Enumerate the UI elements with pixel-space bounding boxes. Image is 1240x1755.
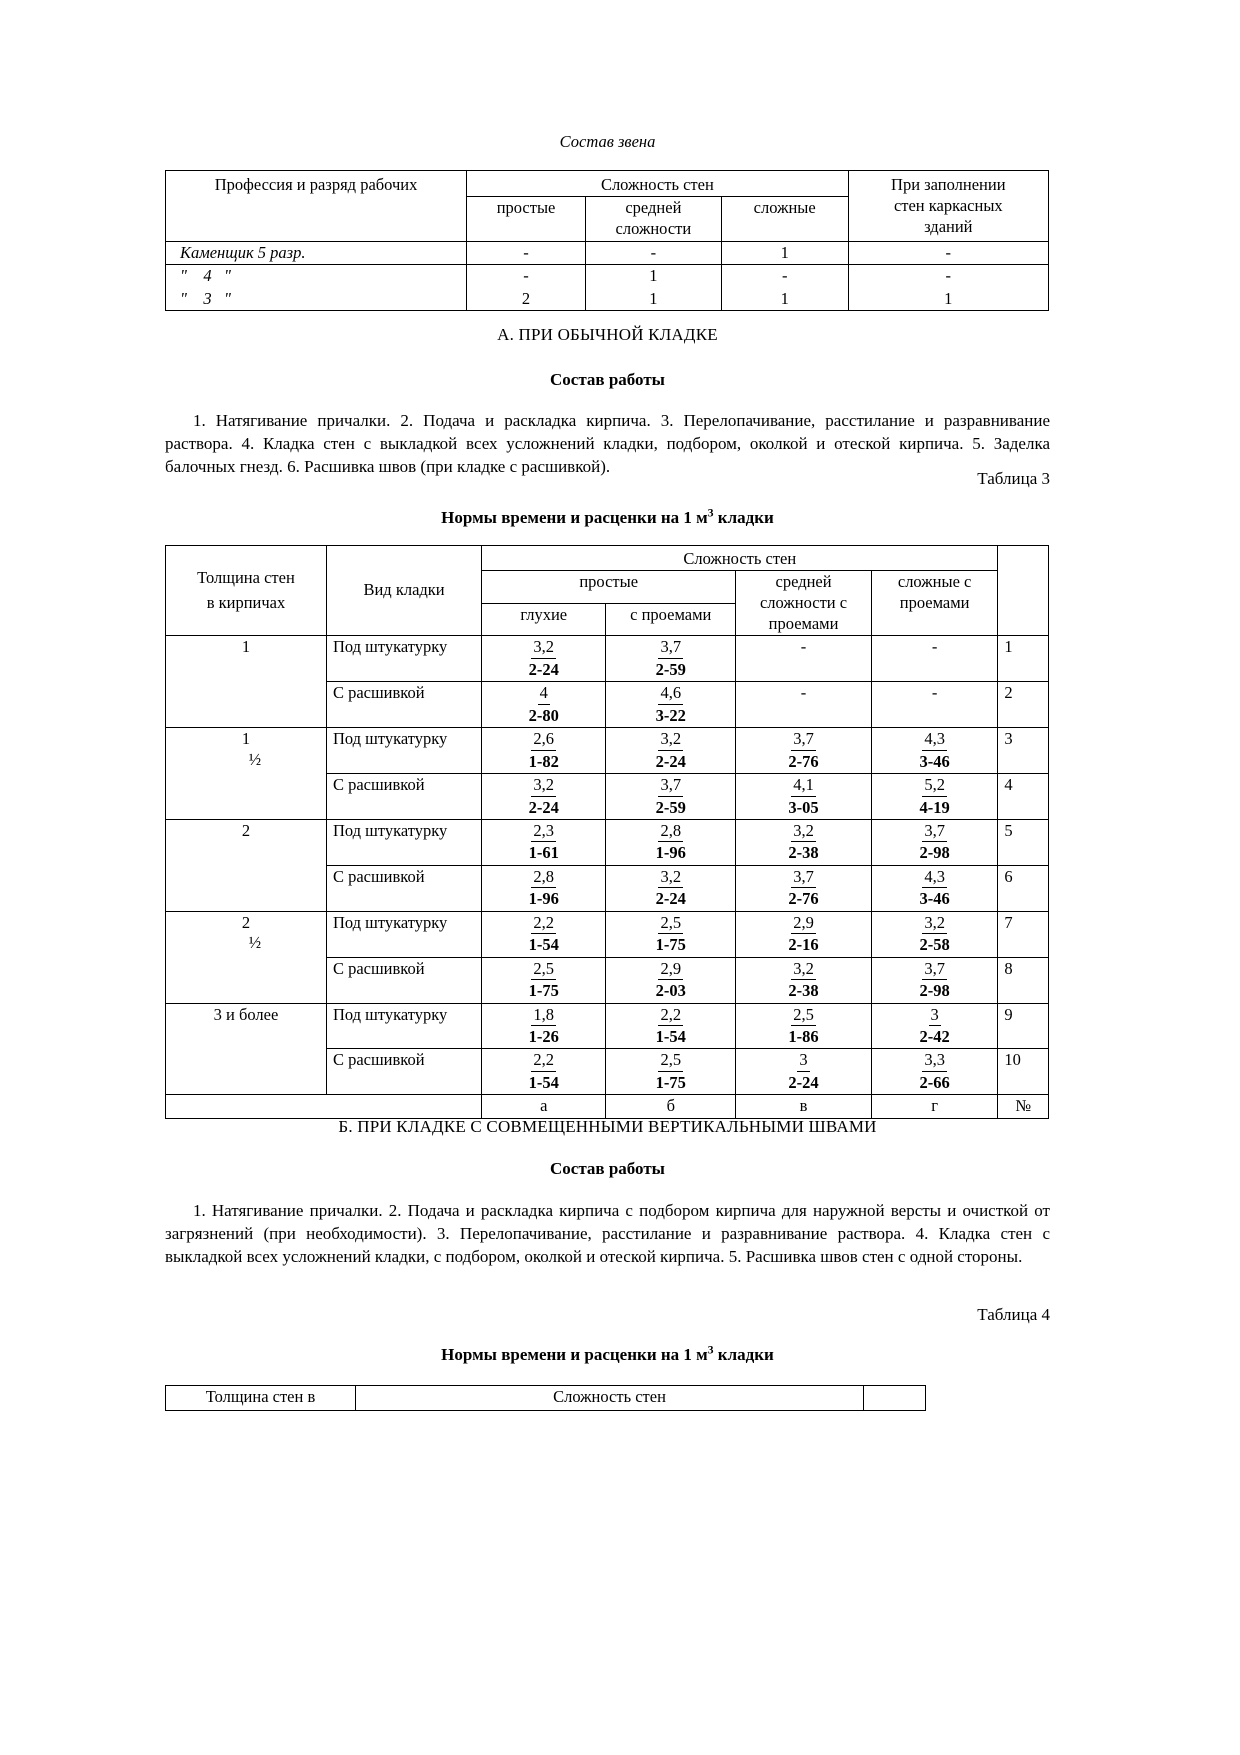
norms-row-kind: С расшивкой xyxy=(326,1049,481,1095)
norms-cell-price: 1-75 xyxy=(528,981,559,1001)
norms-cell-complex xyxy=(871,957,998,1003)
norms-cell-complex xyxy=(871,911,998,957)
norms-row-thickness xyxy=(166,728,327,820)
norms-cell-blind xyxy=(482,636,606,682)
norms-row-number: 4 xyxy=(998,774,1049,820)
crew-composition-table xyxy=(165,170,1049,311)
norms-cell-medium xyxy=(736,865,872,911)
norms-cell-price: 2-76 xyxy=(788,889,819,909)
crew-row-simple: - xyxy=(467,265,586,288)
norms-cell-time: 3,7 xyxy=(922,959,947,980)
crew-row-complex: 1 xyxy=(721,288,848,311)
crew-row-medium: - xyxy=(585,242,721,265)
norms-cell-blind xyxy=(482,728,606,774)
norms-cell-price: 3-46 xyxy=(919,751,950,771)
norms-table xyxy=(165,545,1049,1119)
table-4 xyxy=(165,1385,926,1411)
norms-cell-openings xyxy=(606,728,736,774)
norms-cell-price: 2-24 xyxy=(528,797,559,817)
norms-cell-time: 2,6 xyxy=(531,729,556,750)
norms-cell-time: 3,2 xyxy=(531,775,556,796)
crew-row-complex: 1 xyxy=(721,242,848,265)
norms-cell-complex: - xyxy=(871,682,998,728)
norms-footer-v: в xyxy=(736,1095,872,1118)
norms-header-medium xyxy=(736,571,872,636)
norms-cell-complex xyxy=(871,1049,998,1095)
norms-row-kind: С расшивкой xyxy=(326,682,481,728)
norms-cell-time: 2,8 xyxy=(531,867,556,888)
crew-header-frame-line3: зданий xyxy=(924,216,973,236)
table-3-title-pre: Нормы времени и расценки на 1 м xyxy=(441,508,708,527)
norms-cell-price: 1-96 xyxy=(655,843,686,863)
norms-cell-price: 2-98 xyxy=(919,843,950,863)
table-4-label: Таблица 4 xyxy=(977,1305,1050,1324)
crew-row-profession: " 4 " xyxy=(166,265,467,288)
norms-cell-openings xyxy=(606,1003,736,1049)
norms-cell-time: 3,2 xyxy=(531,637,556,658)
norms-cell-medium xyxy=(736,1049,872,1095)
norms-cell-complex xyxy=(871,1003,998,1049)
norms-cell-openings xyxy=(606,957,736,1003)
norms-row-thickness-int: 3 и более xyxy=(213,1004,279,1024)
norms-cell-price: 2-80 xyxy=(528,705,559,725)
norms-header-complex-line2: проемами xyxy=(899,593,970,613)
norms-header-kind: Вид кладки xyxy=(326,546,481,636)
norms-cell-time: 1,8 xyxy=(531,1005,556,1026)
norms-cell-openings xyxy=(606,865,736,911)
table-3-label: Таблица 3 xyxy=(977,469,1050,488)
norms-cell-blind xyxy=(482,1049,606,1095)
norms-row-kind: С расшивкой xyxy=(326,774,481,820)
norms-header-thickness xyxy=(166,546,327,636)
norms-cell-medium xyxy=(736,728,872,774)
norms-cell-blind xyxy=(482,911,606,957)
crew-row-medium: 1 xyxy=(585,265,721,288)
norms-cell-time: 2,3 xyxy=(531,821,556,842)
table-4-header-row xyxy=(166,1386,926,1411)
norms-header-thickness-line1: Толщина стен xyxy=(197,567,295,587)
norms-cell-complex xyxy=(871,774,998,820)
norms-cell-time: 4 xyxy=(538,683,550,704)
norms-cell-time: 3,3 xyxy=(922,1050,947,1071)
section-b-work-text: 1. Натягивание причалки. 2. Подача и раскладка кирпича с подбором кирпича для наружной версты и очисткой от загрязнений (при необходимости). 3. Перелопачивание, расстилание и разравнивание раствора. 4. Кладка стен с выкладкой всех усложнений кладки, с подбором, околкой и отеской кирпича. 5. Расшивка швов стен с одной стороны. xyxy=(165,1201,1050,1266)
norms-cell-time: 2,5 xyxy=(658,1050,683,1071)
norms-header-simple: простые xyxy=(482,571,736,603)
norms-cell-openings xyxy=(606,636,736,682)
table-4-header-thickness: Толщина стен в xyxy=(166,1386,356,1411)
norms-cell-blind xyxy=(482,774,606,820)
crew-row-complex: - xyxy=(721,265,848,288)
norms-cell-price: 2-98 xyxy=(919,981,950,1001)
document-page xyxy=(165,0,1050,1755)
norms-cell-time: 2,2 xyxy=(531,1050,556,1071)
crew-row xyxy=(166,288,1049,311)
table-3-title xyxy=(165,508,1050,528)
norms-cell-time: 3,2 xyxy=(658,729,683,750)
norms-cell-medium xyxy=(736,819,872,865)
norms-cell-blind xyxy=(482,865,606,911)
crew-header-medium-line1: средней xyxy=(625,198,682,218)
norms-header-row-1 xyxy=(166,546,1049,571)
norms-cell-time: 3,2 xyxy=(791,821,816,842)
norms-cell-time: 3 xyxy=(797,1050,809,1071)
norms-cell-time: 2,5 xyxy=(531,959,556,980)
section-b-work-title: Состав работы xyxy=(550,1159,665,1178)
norms-cell-price: 2-38 xyxy=(788,843,819,863)
norms-row-kind: Под штукатурку xyxy=(326,819,481,865)
norms-cell-time: 3,2 xyxy=(791,959,816,980)
norms-cell-time: 2,5 xyxy=(658,913,683,934)
norms-cell-price: 1-86 xyxy=(788,1027,819,1047)
norms-row-number: 3 xyxy=(998,728,1049,774)
norms-cell-openings xyxy=(606,1049,736,1095)
norms-row-number: 10 xyxy=(998,1049,1049,1095)
norms-cell-price: 2-66 xyxy=(919,1072,950,1092)
crew-header-complex: сложные xyxy=(721,197,848,242)
norms-cell-medium: - xyxy=(736,636,872,682)
crew-row-frame: - xyxy=(848,242,1048,265)
table-4-title xyxy=(165,1345,1050,1365)
crew-header-frame-buildings xyxy=(848,171,1048,242)
crew-header-medium xyxy=(585,197,721,242)
norms-cell-complex xyxy=(871,819,998,865)
norms-cell-medium xyxy=(736,911,872,957)
norms-cell-time: 3,7 xyxy=(791,867,816,888)
norms-cell-price: 2-59 xyxy=(655,659,686,679)
norms-cell-price: 3-05 xyxy=(788,797,819,817)
norms-header-number-spacer xyxy=(998,546,1049,636)
crew-row-profession: Каменщик 5 разр. xyxy=(166,242,467,265)
norms-cell-time: 3,7 xyxy=(658,637,683,658)
section-a-work-text: 1. Натягивание причалки. 2. Подача и раскладка кирпича. 3. Перелопачивание, расстилание и разравнивание раствора. 4. Кладка стен с выкладкой всех усложнений кладки, подбором, околкой и отеской кирпича. 5. Заделка балочных гнезд. 6. Расшивка швов (при кладке с расшивкой). xyxy=(165,411,1050,476)
norms-row-thickness-int: 2 xyxy=(241,820,251,840)
norms-cell-blind xyxy=(482,682,606,728)
norms-row-thickness xyxy=(166,636,327,728)
table-4-title-sup: 3 xyxy=(707,1343,714,1357)
norms-header-complex xyxy=(871,571,998,636)
norms-row-thickness-int: 2 xyxy=(241,912,251,932)
crew-row xyxy=(166,242,1049,265)
crew-header-simple: простые xyxy=(467,197,586,242)
norms-footer-row xyxy=(166,1095,1049,1118)
norms-row xyxy=(166,1003,1049,1049)
crew-row-simple: 2 xyxy=(467,288,586,311)
norms-cell-time: 3,2 xyxy=(658,867,683,888)
norms-cell-price: 2-24 xyxy=(528,659,559,679)
norms-cell-time: 3,7 xyxy=(922,821,947,842)
table-4-header-complexity: Сложность стен xyxy=(356,1386,864,1411)
norms-cell-price: 2-76 xyxy=(788,751,819,771)
crew-row-profession: " 3 " xyxy=(166,288,467,311)
norms-row-thickness-fraction: ½ xyxy=(248,933,262,953)
norms-row-kind: Под штукатурку xyxy=(326,1003,481,1049)
table-3-title-sup: 3 xyxy=(707,506,714,520)
norms-cell-time: 3,7 xyxy=(791,729,816,750)
norms-cell-complex xyxy=(871,865,998,911)
norms-cell-price: 1-54 xyxy=(528,935,559,955)
crew-header-row-1 xyxy=(166,171,1049,197)
table-3-title-post: кладки xyxy=(713,508,774,527)
norms-cell-time: 4,6 xyxy=(658,683,683,704)
norms-cell-price: 2-03 xyxy=(655,981,686,1001)
norms-cell-time: 5,2 xyxy=(922,775,947,796)
norms-header-medium-line1: средней xyxy=(775,572,832,592)
norms-cell-price: 3-46 xyxy=(919,889,950,909)
norms-row-number: 2 xyxy=(998,682,1049,728)
norms-cell-price: 2-24 xyxy=(788,1072,819,1092)
crew-header-medium-line2: сложности xyxy=(615,219,692,239)
crew-caption: Состав звена xyxy=(559,132,656,151)
norms-header-blind: глухие xyxy=(482,603,606,635)
norms-cell-time: 3,2 xyxy=(922,913,947,934)
norms-header-thickness-line2: в кирпичах xyxy=(206,592,286,612)
norms-header-complex-line1: сложные с xyxy=(897,572,972,592)
table-4-title-pre: Нормы времени и расценки на 1 м xyxy=(441,1345,708,1364)
norms-row-number: 8 xyxy=(998,957,1049,1003)
crew-header-frame-line1: При заполнении xyxy=(891,175,1006,194)
norms-cell-time: 2,9 xyxy=(791,913,816,934)
norms-cell-blind xyxy=(482,819,606,865)
crew-header-frame-line2: стен каркасных xyxy=(893,195,1003,215)
crew-row xyxy=(166,265,1049,288)
norms-cell-price: 1-26 xyxy=(528,1027,559,1047)
norms-cell-time: 2,8 xyxy=(658,821,683,842)
norms-row-thickness xyxy=(166,819,327,911)
norms-row-thickness-int: 1 xyxy=(241,729,251,749)
norms-row-number: 6 xyxy=(998,865,1049,911)
norms-row xyxy=(166,728,1049,774)
norms-cell-price: 2-59 xyxy=(655,797,686,817)
norms-cell-price: 3-22 xyxy=(655,705,686,725)
norms-cell-openings xyxy=(606,682,736,728)
norms-cell-price: 2-38 xyxy=(788,981,819,1001)
norms-cell-openings xyxy=(606,911,736,957)
norms-cell-complex: - xyxy=(871,636,998,682)
crew-row-medium: 1 xyxy=(585,288,721,311)
norms-cell-medium: - xyxy=(736,682,872,728)
norms-row xyxy=(166,636,1049,682)
crew-header-profession: Профессия и разряд рабочих xyxy=(166,171,467,242)
norms-cell-price: 2-24 xyxy=(655,889,686,909)
norms-cell-price: 1-82 xyxy=(528,751,559,771)
norms-cell-medium xyxy=(736,774,872,820)
norms-cell-price: 1-96 xyxy=(528,889,559,909)
crew-header-complexity: Сложность стен xyxy=(467,171,849,197)
section-b-heading: Б. ПРИ КЛАДКЕ С СОВМЕЩЕННЫМИ ВЕРТИКАЛЬНЫМИ ШВАМИ xyxy=(338,1117,877,1136)
crew-row-simple: - xyxy=(467,242,586,265)
norms-cell-blind xyxy=(482,957,606,1003)
norms-row xyxy=(166,819,1049,865)
norms-cell-time: 3 xyxy=(929,1005,941,1026)
norms-cell-openings xyxy=(606,819,736,865)
table-4-header-number-spacer xyxy=(864,1386,926,1411)
norms-cell-openings xyxy=(606,774,736,820)
norms-row-number: 9 xyxy=(998,1003,1049,1049)
norms-row-thickness-int: 1 xyxy=(241,637,251,657)
norms-cell-price: 2-58 xyxy=(919,935,950,955)
norms-cell-time: 2,5 xyxy=(791,1005,816,1026)
table-4-title-post: кладки xyxy=(713,1345,774,1364)
norms-header-medium-line3: проемами xyxy=(768,613,839,633)
norms-footer-num: № xyxy=(998,1095,1049,1118)
norms-header-medium-line2: сложности с xyxy=(759,593,848,613)
norms-row-number: 1 xyxy=(998,636,1049,682)
norms-cell-price: 1-75 xyxy=(655,1072,686,1092)
norms-cell-blind xyxy=(482,1003,606,1049)
norms-row-kind: С расшивкой xyxy=(326,957,481,1003)
section-a-heading: А. ПРИ ОБЫЧНОЙ КЛАДКЕ xyxy=(497,325,718,344)
section-a-work-title: Состав работы xyxy=(550,370,665,389)
norms-cell-time: 2,2 xyxy=(531,913,556,934)
norms-row-thickness xyxy=(166,1003,327,1095)
norms-row-kind: Под штукатурку xyxy=(326,911,481,957)
norms-row-thickness-fraction: ½ xyxy=(248,749,262,769)
norms-cell-time: 3,7 xyxy=(658,775,683,796)
norms-header-with-openings: с проемами xyxy=(606,603,736,635)
norms-cell-price: 2-42 xyxy=(919,1027,950,1047)
norms-cell-time: 4,1 xyxy=(791,775,816,796)
norms-cell-price: 1-75 xyxy=(655,935,686,955)
norms-cell-price: 1-61 xyxy=(528,843,559,863)
norms-cell-price: 2-16 xyxy=(788,935,819,955)
norms-cell-medium xyxy=(736,957,872,1003)
norms-row-kind: Под штукатурку xyxy=(326,728,481,774)
norms-cell-price: 1-54 xyxy=(528,1072,559,1092)
norms-row-thickness xyxy=(166,911,327,1003)
crew-row-frame: 1 xyxy=(848,288,1048,311)
norms-cell-medium xyxy=(736,1003,872,1049)
crew-row-frame: - xyxy=(848,265,1048,288)
norms-cell-time: 4,3 xyxy=(922,729,947,750)
norms-cell-price: 4-19 xyxy=(919,797,950,817)
norms-row-number: 7 xyxy=(998,911,1049,957)
norms-cell-price: 2-24 xyxy=(655,751,686,771)
norms-cell-time: 2,2 xyxy=(658,1005,683,1026)
norms-cell-complex xyxy=(871,728,998,774)
norms-footer-g: г xyxy=(871,1095,998,1118)
norms-header-complexity: Сложность стен xyxy=(482,546,998,571)
norms-cell-time: 2,9 xyxy=(658,959,683,980)
norms-row xyxy=(166,911,1049,957)
norms-row-number: 5 xyxy=(998,819,1049,865)
norms-cell-price: 1-54 xyxy=(655,1027,686,1047)
norms-row-kind: Под штукатурку xyxy=(326,636,481,682)
norms-footer-b: б xyxy=(606,1095,736,1118)
norms-cell-time: 4,3 xyxy=(922,867,947,888)
norms-footer-a: а xyxy=(482,1095,606,1118)
norms-row-kind: С расшивкой xyxy=(326,865,481,911)
